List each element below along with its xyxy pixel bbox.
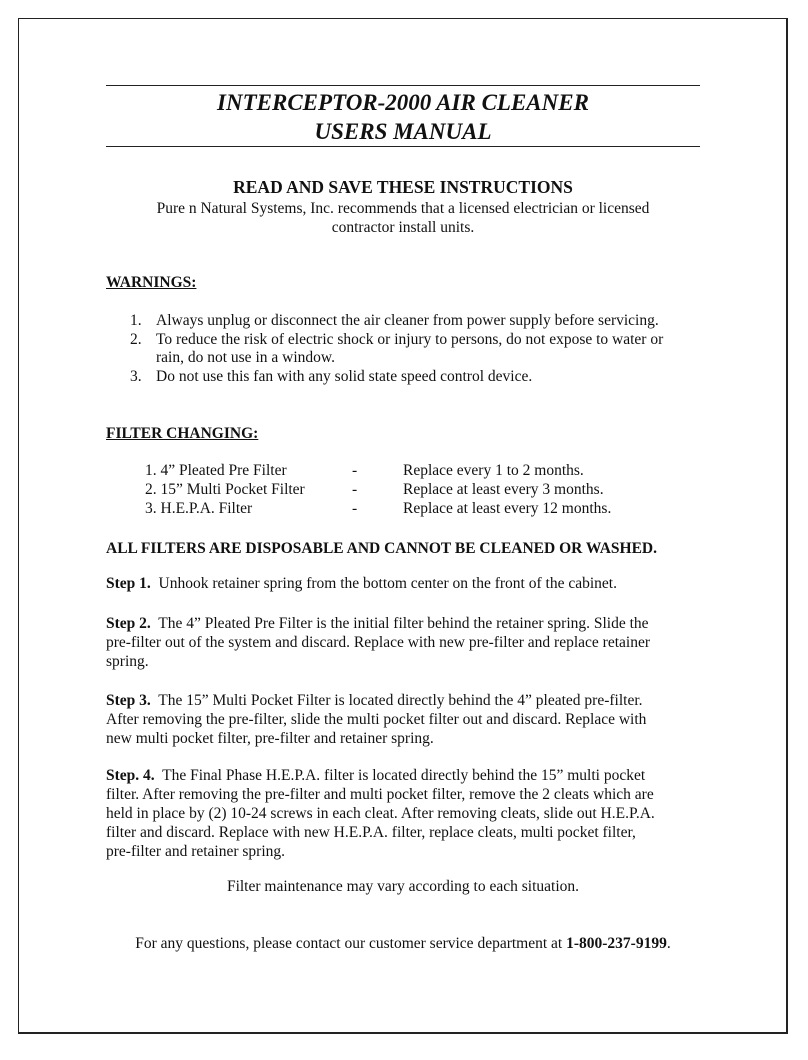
title-line-1: INTERCEPTOR-2000 AIR CLEANER bbox=[217, 90, 589, 115]
filter-dash: - bbox=[352, 481, 358, 498]
title-line-2: USERS MANUAL bbox=[314, 119, 492, 144]
filter-row bbox=[145, 481, 705, 500]
step-label: Step 1. bbox=[106, 575, 151, 592]
filter-replace-interval: Replace at least every 12 months. bbox=[403, 500, 612, 517]
step-label: Step 2. bbox=[106, 615, 151, 632]
filter-row bbox=[145, 462, 705, 481]
warning-item bbox=[130, 331, 704, 368]
warning-number: 2. bbox=[130, 330, 142, 348]
step-1 bbox=[106, 574, 706, 593]
step-text: new multi pocket filter, pre-filter and retainer spring. bbox=[106, 730, 434, 747]
step-4 bbox=[106, 766, 706, 861]
warning-text: rain, do not use in a window. bbox=[156, 349, 335, 366]
step-text: spring. bbox=[106, 653, 149, 670]
step-text: filter and discard. Replace with new H.E.P.A. filter, replace cleats, multi pocket filter, bbox=[106, 824, 636, 841]
step-text: held in place by (2) 10-24 screws in each cleat. After removing cleats, slide out H.E.P.A. bbox=[106, 805, 655, 822]
recommendation-line-2: contractor install units. bbox=[331, 219, 475, 236]
filter-name: 1. 4” Pleated Pre Filter bbox=[145, 462, 287, 479]
filter-name: 2. 15” Multi Pocket Filter bbox=[145, 481, 305, 498]
warnings-heading: WARNINGS: bbox=[106, 274, 197, 291]
phone-number: 1-800-237-9199 bbox=[566, 935, 667, 952]
document-title bbox=[106, 88, 700, 146]
filter-dash: - bbox=[352, 500, 358, 517]
recommendation-line-1: Pure n Natural Systems, Inc. recommends that a licensed electrician or licensed bbox=[156, 200, 650, 217]
filter-name: 3. H.E.P.A. Filter bbox=[145, 500, 253, 517]
filter-replace-interval: Replace at least every 3 months. bbox=[403, 481, 604, 498]
contact-text: For any questions, please contact our customer service department at bbox=[135, 935, 567, 952]
warning-item bbox=[130, 312, 704, 331]
contact-line bbox=[106, 935, 700, 953]
filter-changing-heading: FILTER CHANGING: bbox=[106, 425, 259, 442]
warning-item bbox=[130, 368, 704, 387]
disposable-filters-notice: ALL FILTERS ARE DISPOSABLE AND CANNOT BE CLEANED OR WASHED. bbox=[106, 540, 657, 557]
warning-number: 1. bbox=[130, 312, 142, 329]
step-2 bbox=[106, 614, 706, 671]
read-save-heading: READ AND SAVE THESE INSTRUCTIONS bbox=[233, 177, 573, 197]
warning-text: To reduce the risk of electric shock or injury to persons, do not expose to water or bbox=[156, 330, 664, 348]
warning-number: 3. bbox=[130, 367, 142, 385]
step-text: pre-filter out of the system and discard. Replace with new pre-filter and replace retainer bbox=[106, 634, 650, 651]
title-bottom-rule bbox=[106, 146, 700, 147]
step-text: The Final Phase H.E.P.A. filter is located directly behind the 15” multi pocket bbox=[162, 767, 646, 784]
filter-replace-interval: Replace every 1 to 2 months. bbox=[403, 462, 584, 479]
step-text: After removing the pre-filter, slide the multi pocket filter out and discard. Replace with bbox=[106, 711, 647, 728]
warning-text: Always unplug or disconnect the air cleaner from power supply before servicing. bbox=[156, 312, 659, 329]
contact-suffix: . bbox=[666, 935, 671, 952]
step-text: The 15” Multi Pocket Filter is located directly behind the 4” pleated pre-filter. bbox=[158, 692, 643, 709]
filter-dash: - bbox=[352, 462, 358, 479]
maintenance-note: Filter maintenance may vary according to each situation. bbox=[226, 878, 580, 895]
step-text: The 4” Pleated Pre Filter is the initial filter behind the retainer spring. Slide the bbox=[158, 615, 649, 632]
step-text: filter. After removing the pre-filter and multi pocket filter, remove the 2 cleats which are bbox=[106, 786, 654, 803]
warnings-list bbox=[130, 312, 704, 386]
filter-row bbox=[145, 500, 705, 519]
step-text: Unhook retainer spring from the bottom center on the front of the cabinet. bbox=[158, 575, 617, 592]
step-3 bbox=[106, 691, 706, 748]
step-text: pre-filter and retainer spring. bbox=[106, 843, 286, 860]
title-top-rule bbox=[106, 85, 700, 86]
step-label: Step 3. bbox=[106, 692, 151, 709]
step-label: Step. 4. bbox=[106, 767, 155, 784]
warning-text: Do not use this fan with any solid state speed control device. bbox=[156, 367, 533, 385]
